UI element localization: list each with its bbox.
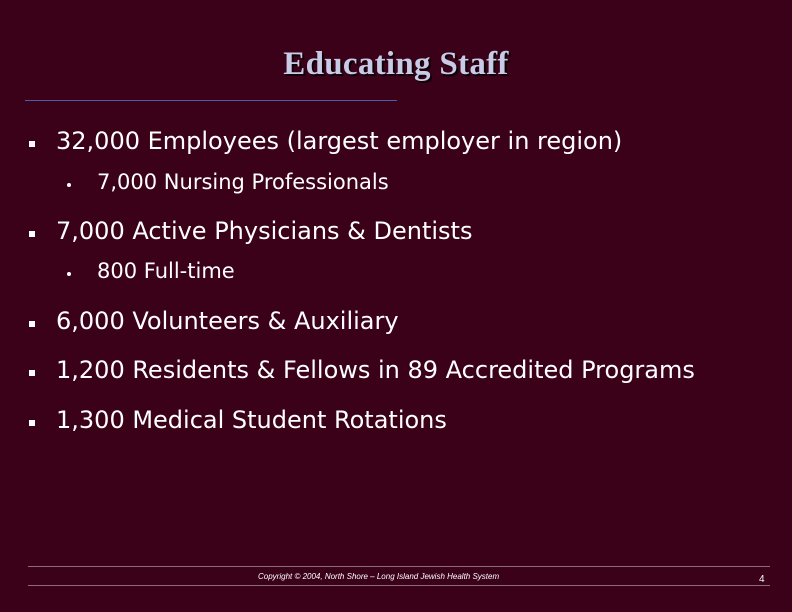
slide-title: Educating Staff xyxy=(283,46,509,82)
bullet-item xyxy=(24,127,622,155)
title-underline xyxy=(25,100,397,101)
bullet-item xyxy=(24,307,399,335)
bullet-text: 1,200 Residents & Fellows in 89 Accredited Programs xyxy=(56,356,695,384)
bullet-text: 7,000 Active Physicians & Dentists xyxy=(56,217,473,245)
bullet-text: 6,000 Volunteers & Auxiliary xyxy=(56,307,399,335)
footer-copyright: Copyright © 2004, North Shore – Long Island Jewish Health System xyxy=(258,572,500,581)
sub-bullet-text: 7,000 Nursing Professionals xyxy=(97,170,389,194)
sub-bullet-item xyxy=(60,170,389,194)
footer-rule-bottom xyxy=(28,585,770,586)
bullet-text: 32,000 Employees (largest employer in region) xyxy=(56,127,623,155)
bullet-item xyxy=(24,217,472,245)
page-number: 4 xyxy=(759,574,765,585)
bullet-text: 1,300 Medical Student Rotations xyxy=(56,406,447,434)
sub-bullet-text: 800 Full-time xyxy=(97,259,235,283)
sub-bullet-item xyxy=(60,259,235,283)
bullet-item xyxy=(24,406,447,434)
footer-rule-top xyxy=(28,566,770,567)
bullet-item xyxy=(24,356,695,384)
